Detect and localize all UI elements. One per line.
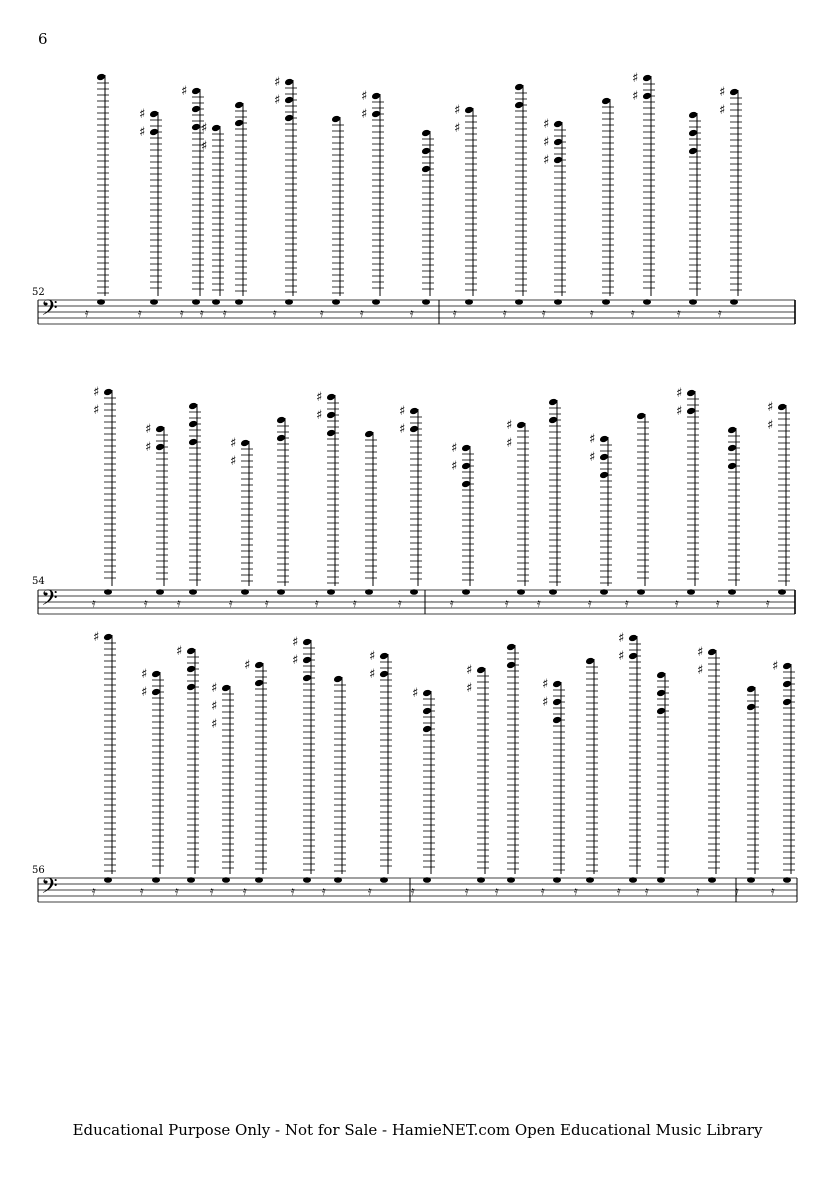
notehead: [462, 589, 470, 595]
sharp-icon: ♯: [542, 677, 549, 692]
sharp-icon: ♯: [506, 436, 513, 451]
notehead: [103, 633, 113, 642]
sharp-icon: ♯: [399, 404, 406, 419]
notehead: [782, 698, 792, 707]
notehead: [333, 675, 343, 684]
notehead: [553, 877, 561, 883]
sixteenth-rest-icon: 𝄿: [144, 596, 148, 610]
sixteenth-rest-icon: 𝄿: [677, 306, 681, 320]
notehead: [464, 106, 474, 115]
notehead: [409, 407, 419, 416]
notehead: [515, 299, 523, 305]
sharp-icon: ♯: [542, 695, 549, 710]
notehead: [409, 425, 419, 434]
notehead: [783, 877, 791, 883]
notehead: [380, 877, 388, 883]
sharp-icon: ♯: [618, 631, 625, 646]
notehead: [150, 299, 158, 305]
notehead: [600, 589, 608, 595]
notehead: [728, 589, 736, 595]
notehead: [552, 698, 562, 707]
notehead: [423, 877, 431, 883]
notehead: [727, 426, 737, 435]
sixteenth-rest-icon: 𝄿: [368, 884, 372, 898]
notehead: [254, 679, 264, 688]
notehead: [782, 662, 792, 671]
sharp-icon: ♯: [697, 663, 704, 678]
notehead: [656, 707, 666, 716]
sharp-icon: ♯: [454, 103, 461, 118]
notehead: [517, 589, 525, 595]
sixteenth-rest-icon: 𝄿: [320, 306, 324, 320]
sixteenth-rest-icon: 𝄿: [718, 306, 722, 320]
sixteenth-rest-icon: 𝄿: [771, 884, 775, 898]
notehead: [212, 299, 220, 305]
notehead: [782, 680, 792, 689]
sharp-icon: ♯: [361, 107, 368, 122]
sixteenth-rest-icon: 𝄿: [495, 884, 499, 898]
notehead: [643, 299, 651, 305]
notehead: [422, 707, 432, 716]
sixteenth-rest-icon: 𝄿: [200, 306, 204, 320]
sharp-icon: ♯: [93, 403, 100, 418]
sixteenth-rest-icon: 𝄿: [625, 596, 629, 610]
sharp-icon: ♯: [139, 125, 146, 140]
measure-number-52: 52: [32, 287, 45, 298]
sharp-icon: ♯: [767, 418, 774, 433]
sharp-icon: ♯: [451, 459, 458, 474]
notehead: [548, 416, 558, 425]
notehead: [302, 674, 312, 683]
sixteenth-rest-icon: 𝄿: [140, 884, 144, 898]
notehead: [188, 402, 198, 411]
sharp-icon: ♯: [767, 400, 774, 415]
notehead: [149, 110, 159, 119]
sharp-icon: ♯: [141, 667, 148, 682]
notehead: [104, 877, 112, 883]
notehead: [191, 87, 201, 96]
notehead: [477, 877, 485, 883]
notehead: [241, 589, 249, 595]
sixteenth-rest-icon: 𝄿: [541, 884, 545, 898]
notehead: [687, 589, 695, 595]
sixteenth-rest-icon: 𝄿: [322, 884, 326, 898]
notehead: [549, 589, 557, 595]
notehead: [552, 680, 562, 689]
sharp-icon: ♯: [181, 84, 188, 99]
notehead: [688, 129, 698, 138]
notehead: [727, 444, 737, 453]
sharp-icon: ♯: [274, 75, 281, 90]
notehead: [747, 877, 755, 883]
notehead: [507, 877, 515, 883]
notehead: [302, 638, 312, 647]
sixteenth-rest-icon: 𝄿: [92, 596, 96, 610]
sharp-icon: ♯: [451, 441, 458, 456]
notehead: [365, 589, 373, 595]
notehead: [746, 703, 756, 712]
sixteenth-rest-icon: 𝄿: [177, 596, 181, 610]
notehead: [188, 420, 198, 429]
sixteenth-rest-icon: 𝄿: [223, 306, 227, 320]
notehead: [601, 97, 611, 106]
sharp-icon: ♯: [543, 117, 550, 132]
sharp-icon: ♯: [93, 385, 100, 400]
sixteenth-rest-icon: 𝄿: [716, 596, 720, 610]
sharp-icon: ♯: [244, 658, 251, 673]
notehead: [553, 138, 563, 147]
notehead: [476, 666, 486, 675]
notehead: [189, 589, 197, 595]
sixteenth-rest-icon: 𝄿: [453, 306, 457, 320]
notehead: [277, 589, 285, 595]
bass-clef-icon: 𝄢: [41, 296, 58, 326]
sixteenth-rest-icon: 𝄿: [631, 306, 635, 320]
notehead: [516, 421, 526, 430]
sixteenth-rest-icon: 𝄿: [138, 306, 142, 320]
notehead: [657, 877, 665, 883]
notehead: [656, 689, 666, 698]
sixteenth-rest-icon: 𝄿: [505, 596, 509, 610]
notehead: [284, 96, 294, 105]
notehead: [331, 115, 341, 124]
sixteenth-rest-icon: 𝄿: [537, 596, 541, 610]
notehead: [276, 434, 286, 443]
measure-number-54: 54: [32, 576, 45, 587]
sharp-icon: ♯: [230, 436, 237, 451]
sharp-icon: ♯: [697, 645, 704, 660]
notehead: [364, 430, 374, 439]
notehead: [191, 123, 201, 132]
notehead: [326, 429, 336, 438]
sharp-icon: ♯: [412, 686, 419, 701]
sixteenth-rest-icon: 𝄿: [645, 884, 649, 898]
sharp-icon: ♯: [589, 450, 596, 465]
sharp-icon: ♯: [274, 93, 281, 108]
sixteenth-rest-icon: 𝄿: [766, 596, 770, 610]
sixteenth-rest-icon: 𝄿: [273, 306, 277, 320]
sharp-icon: ♯: [543, 135, 550, 150]
notehead: [688, 111, 698, 120]
sixteenth-rest-icon: 𝄿: [696, 884, 700, 898]
sharp-icon: ♯: [201, 139, 208, 154]
notehead: [599, 435, 609, 444]
notehead: [599, 453, 609, 462]
notehead: [777, 403, 787, 412]
notehead: [188, 438, 198, 447]
sharp-icon: ♯: [201, 121, 208, 136]
sharp-icon: ♯: [93, 630, 100, 645]
sixteenth-rest-icon: 𝄿: [315, 596, 319, 610]
sixteenth-rest-icon: 𝄿: [265, 596, 269, 610]
sixteenth-rest-icon: 𝄿: [411, 884, 415, 898]
sixteenth-rest-icon: 𝄿: [229, 596, 233, 610]
notehead: [729, 88, 739, 97]
sixteenth-rest-icon: 𝄿: [574, 884, 578, 898]
notehead: [151, 670, 161, 679]
sharp-icon: ♯: [506, 418, 513, 433]
notehead: [240, 439, 250, 448]
notehead: [372, 299, 380, 305]
notehead: [461, 480, 471, 489]
sharp-icon: ♯: [361, 89, 368, 104]
notehead: [686, 389, 696, 398]
notehead: [422, 299, 430, 305]
notehead: [96, 73, 106, 82]
sixteenth-rest-icon: 𝄿: [590, 306, 594, 320]
notehead: [636, 412, 646, 421]
notehead: [222, 877, 230, 883]
sixteenth-rest-icon: 𝄿: [450, 596, 454, 610]
sharp-icon: ♯: [719, 103, 726, 118]
notehead: [191, 105, 201, 114]
notehead: [276, 416, 286, 425]
bass-clef-icon: 𝄢: [41, 874, 58, 904]
notehead: [421, 129, 431, 138]
notehead: [599, 471, 609, 480]
sharp-icon: ♯: [589, 432, 596, 447]
sixteenth-rest-icon: 𝄿: [735, 884, 739, 898]
sharp-icon: ♯: [369, 667, 376, 682]
notehead: [284, 78, 294, 87]
notehead: [421, 165, 431, 174]
notehead: [707, 648, 717, 657]
sixteenth-rest-icon: 𝄿: [243, 884, 247, 898]
notehead: [642, 92, 652, 101]
notehead: [746, 685, 756, 694]
sixteenth-rest-icon: 𝄿: [503, 306, 507, 320]
notehead: [186, 665, 196, 674]
notehead: [221, 684, 231, 693]
notehead: [585, 657, 595, 666]
notehead: [688, 147, 698, 156]
sixteenth-rest-icon: 𝄿: [291, 884, 295, 898]
notehead: [155, 425, 165, 434]
sharp-icon: ♯: [454, 121, 461, 136]
notehead: [334, 877, 342, 883]
notehead: [730, 299, 738, 305]
sharp-icon: ♯: [632, 89, 639, 104]
notehead: [326, 393, 336, 402]
sharp-icon: ♯: [676, 404, 683, 419]
sharp-icon: ♯: [399, 422, 406, 437]
notehead: [97, 299, 105, 305]
notehead: [642, 74, 652, 83]
notehead: [628, 652, 638, 661]
notehead: [514, 101, 524, 110]
notehead: [303, 877, 311, 883]
sharp-icon: ♯: [230, 454, 237, 469]
notehead: [187, 877, 195, 883]
sharp-icon: ♯: [141, 685, 148, 700]
sixteenth-rest-icon: 𝄿: [360, 306, 364, 320]
sharp-icon: ♯: [145, 440, 152, 455]
notehead: [421, 147, 431, 156]
notehead: [602, 299, 610, 305]
notehead: [586, 877, 594, 883]
sharp-icon: ♯: [292, 635, 299, 650]
sixteenth-rest-icon: 𝄿: [465, 884, 469, 898]
notehead: [284, 114, 294, 123]
sixteenth-rest-icon: 𝄿: [410, 306, 414, 320]
sharp-icon: ♯: [176, 644, 183, 659]
notehead: [410, 589, 418, 595]
notehead: [151, 688, 161, 697]
sharp-icon: ♯: [719, 85, 726, 100]
notehead: [506, 643, 516, 652]
notehead: [514, 83, 524, 92]
sharp-icon: ♯: [316, 408, 323, 423]
notehead: [689, 299, 697, 305]
sharp-icon: ♯: [618, 649, 625, 664]
notehead: [371, 92, 381, 101]
sixteenth-rest-icon: 𝄿: [180, 306, 184, 320]
sharp-icon: ♯: [772, 659, 779, 674]
sharp-icon: ♯: [211, 717, 218, 732]
notehead: [422, 689, 432, 698]
notehead: [637, 589, 645, 595]
sharp-icon: ♯: [211, 699, 218, 714]
notehead: [422, 725, 432, 734]
notehead: [554, 299, 562, 305]
notehead: [285, 299, 293, 305]
notehead: [149, 128, 159, 137]
notehead: [629, 877, 637, 883]
notehead: [553, 156, 563, 165]
sharp-icon: ♯: [292, 653, 299, 668]
notehead: [155, 443, 165, 452]
sixteenth-rest-icon: 𝄿: [175, 884, 179, 898]
notehead: [461, 444, 471, 453]
sixteenth-rest-icon: 𝄿: [542, 306, 546, 320]
notehead: [234, 119, 244, 128]
measure-number-56: 56: [32, 865, 45, 876]
notehead: [234, 101, 244, 110]
sharp-icon: ♯: [676, 386, 683, 401]
notehead: [332, 299, 340, 305]
sixteenth-rest-icon: 𝄿: [675, 596, 679, 610]
sixteenth-rest-icon: 𝄿: [210, 884, 214, 898]
notehead: [186, 647, 196, 656]
notehead: [104, 589, 112, 595]
sixteenth-rest-icon: 𝄿: [85, 306, 89, 320]
notehead: [628, 634, 638, 643]
sharp-icon: ♯: [369, 649, 376, 664]
sharp-icon: ♯: [145, 422, 152, 437]
sharp-icon: ♯: [466, 663, 473, 678]
bass-clef-icon: 𝄢: [41, 586, 58, 616]
sixteenth-rest-icon: 𝄿: [398, 596, 402, 610]
notehead: [379, 670, 389, 679]
sixteenth-rest-icon: 𝄿: [588, 596, 592, 610]
page-number: 6: [38, 30, 48, 48]
notehead: [186, 683, 196, 692]
notehead: [211, 124, 221, 133]
notehead: [553, 120, 563, 129]
notehead: [379, 652, 389, 661]
sharp-icon: ♯: [316, 390, 323, 405]
notehead: [461, 462, 471, 471]
notehead: [302, 656, 312, 665]
notehead: [552, 716, 562, 725]
sixteenth-rest-icon: 𝄿: [617, 884, 621, 898]
sharp-icon: ♯: [211, 681, 218, 696]
notehead: [254, 661, 264, 670]
sharp-icon: ♯: [466, 681, 473, 696]
notehead: [371, 110, 381, 119]
notehead: [708, 877, 716, 883]
notehead: [686, 407, 696, 416]
notehead: [727, 462, 737, 471]
notehead: [326, 411, 336, 420]
notehead: [235, 299, 243, 305]
notehead: [152, 877, 160, 883]
sixteenth-rest-icon: 𝄿: [92, 884, 96, 898]
sixteenth-rest-icon: 𝄿: [353, 596, 357, 610]
sharp-icon: ♯: [543, 153, 550, 168]
sharp-icon: ♯: [139, 107, 146, 122]
notehead: [548, 398, 558, 407]
notehead: [506, 661, 516, 670]
notehead: [778, 589, 786, 595]
notehead: [156, 589, 164, 595]
footer-text: Educational Purpose Only - Not for Sale - HamieNET.com Open Educational Music Library: [72, 1121, 763, 1139]
notehead: [192, 299, 200, 305]
notehead: [327, 589, 335, 595]
notehead: [465, 299, 473, 305]
notehead: [255, 877, 263, 883]
notehead: [103, 388, 113, 397]
sharp-icon: ♯: [632, 71, 639, 86]
notehead: [656, 671, 666, 680]
